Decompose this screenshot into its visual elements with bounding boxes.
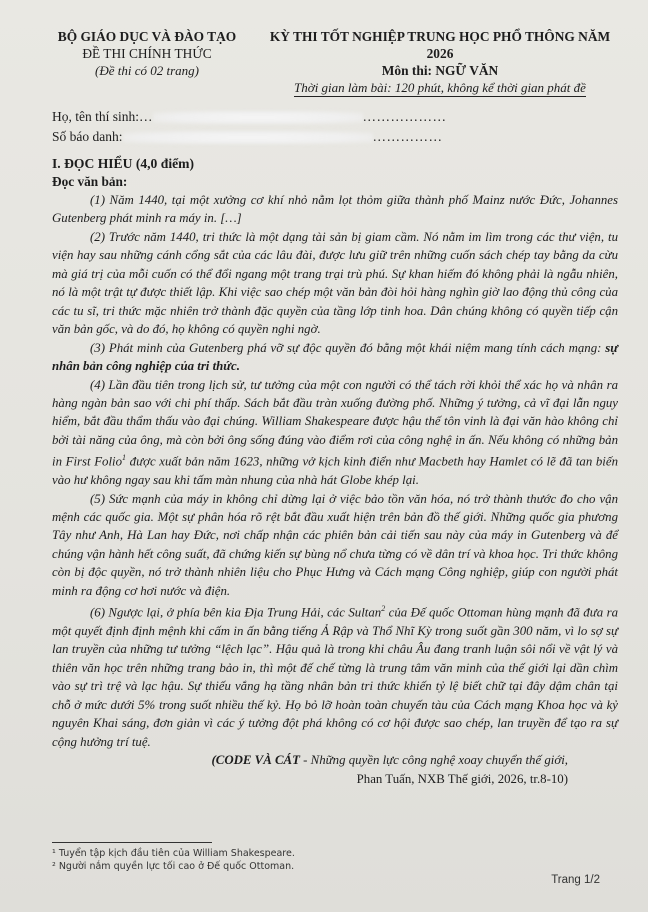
header-right bbox=[242, 28, 618, 97]
paragraph-3: (3) Phát minh của Gutenberg phá vỡ sự độc quyền đó bằng một khái niệm mang tính cách mạng: sự nhân bản công nghiệp của tri thức. bbox=[52, 340, 618, 374]
section-title: I. ĐỌC HIỂU (4,0 điểm) bbox=[52, 156, 194, 171]
exam-time: Thời gian làm bài: 120 phút, không kể thời gian phát đề bbox=[294, 80, 586, 95]
exam-kind: ĐỀ THI CHÍNH THỨC bbox=[82, 46, 212, 61]
candidate-name-line bbox=[52, 107, 618, 127]
redacted-id bbox=[123, 131, 373, 144]
header-left bbox=[52, 28, 242, 97]
candidate-name-dots: ……………… bbox=[362, 109, 447, 124]
footnote-ref-1: 1 bbox=[122, 453, 127, 463]
source-line-2: Phan Tuấn, NXB Thế giới, 2026, tr.8-10) bbox=[356, 771, 568, 786]
paragraph-1: (1) Năm 1440, tại một xưởng cơ khí nhỏ nằm lọt thỏm giữa thành phố Mainz nước Đức, Johannes Gutenberg phát minh ra máy in. […] bbox=[52, 193, 618, 226]
key-phrase: sự nhân bản công nghiệp của tri thức. bbox=[52, 340, 618, 374]
paragraph-4: (4) Lần đầu tiên trong lịch sử, tư tưởng của một con người có thể tách rời khỏi thể xác họ và nhân ra hàng ngàn bản sao với chi phí thấp. Sách bắt đầu tràn xuống đường phố. Những ý tưởng, cả vĩ đại lẫn nguy hiểm, bắt đầu thẩm thấu vào đại chúng. William Shakespeare được hậu thế tôn vinh là đại văn hào không chỉ bởi tài năng của ông, mà còn bởi ông sống đúng vào điểm rơi của công nghệ in ấn. Nếu không có những bản in First Folio$^1$ được xuất bản năm 1623, những vở kịch kinh điển như Macbeth hay Hamlet có lẽ đã tan biến vào hư không ngay sau khi tấm màn nhung của nhà hát Globe khép lại. bbox=[52, 377, 618, 488]
paragraph-6: (6) Ngược lại, ở phía bên kia Địa Trung Hải, các Sultan$^2$ của Đế quốc Ottoman hùng mạnh đã đưa ra một quyết định định mệnh khi cấm in ấn bằng tiếng Ả Rập và Thổ Nhĩ Kỳ trong suốt gần 300 năm, vì lo sợ sự lan truyền của những tư tưởng “lệch lạc”. Hậu quả là trong khi châu Âu đang tranh luận sôi nổi về vật lý và thiên văn học trên những trang bảo in, thì một đế chế từng là trung tâm văn minh của thế giới lại dần chìm vào sự trì trệ và lạc hậu. Sự thiếu vắng hạ tầng nhân bản tri thức khiến tỷ lệ biết chữ tại đây dậm chân tại chỗ ở mức dưới 5% trong suốt nhiều thế kỷ. Họ bỏ lỡ hoàn toàn chuyến tàu của Cách mạng Khoa học và kỷ nguyên Khai sáng, đơn giản vì các ý tưởng đột phá không có cơ hội được sao chép, lan truyền để tạo ra sự cộng hưởng trí tuệ. bbox=[52, 604, 618, 749]
source-book-title: (CODE VÀ CÁT bbox=[211, 753, 300, 768]
reading-passage bbox=[52, 191, 618, 751]
candidate-id-label: Số báo danh: bbox=[52, 129, 123, 144]
candidate-name-label: Họ, tên thí sinh:… bbox=[52, 109, 153, 124]
reading-label: Đọc văn bản: bbox=[52, 174, 128, 189]
footnote-ref-2: 2 bbox=[381, 604, 386, 614]
footnote-1: ¹ Tuyển tập kịch đầu tiên của William Shakespeare. bbox=[52, 848, 295, 859]
candidate-id-line bbox=[52, 127, 618, 147]
ministry-name: BỘ GIÁO DỤC VÀ ĐÀO TẠO bbox=[57, 29, 237, 44]
footnote-2: ² Người nắm quyền lực tối cao ở Đế quốc Ottoman. bbox=[52, 861, 295, 872]
paragraph-5: (5) Sức mạnh của máy in không chỉ dừng lại ở việc bảo tồn văn hóa, nó trở thành thước đo cho vận mệnh các quốc gia. Một sự phân hóa rõ rệt bắt đầu xuất hiện trên bản đồ thế giới. Những quốc gia phương Tây như Anh, Hà Lan hay Đức, nơi chấp nhận các phiên bản cải tiến sau này của máy in Gutenberg và để chúng vận hành hết công suất, đã chứng kiến sự bùng nổ chưa từng có về dân trí và khoa học. Tri thức không còn bị độc quyền, nó trở thành nhiên liệu cho Phục Hưng và Cách mạng Công nghiệp, giúp con người phát minh ra động cơ hơi nước và điện. bbox=[52, 491, 618, 598]
exam-subject: Môn thi: NGỮ VĂN bbox=[381, 63, 499, 78]
candidate-id-dots: …………… bbox=[372, 129, 443, 144]
candidate-info bbox=[52, 107, 618, 147]
page-count-note: (Đề thi có 02 trang) bbox=[95, 63, 199, 78]
source-citation bbox=[52, 751, 618, 788]
source-line-1: (CODE VÀ CÁT - Những quyền lực công nghệ xoay chuyển thế giới, bbox=[211, 753, 568, 768]
exam-title: KỲ THI TỐT NGHIỆP TRUNG HỌC PHỔ THÔNG NĂM 2026 bbox=[269, 29, 611, 61]
page-number: Trang 1/2 bbox=[551, 874, 600, 886]
paragraph-2: (2) Trước năm 1440, tri thức là một dạng tài sản bị giam cầm. Nó nằm im lìm trong các thư viện, tu viện hay sau những cánh cổng sắt của các lâu đài, được lưu giữ trên những cuốn sách chép tay bằng da cừu mà giá trị của mỗi cuốn có thể đổi ngang một trang trại trù phú. Sự khan hiếm đó không phải là ngẫu nhiên, nó là một trật tự được thiết lập. Khi việc sao chép một văn bản đòi hỏi hàng nghìn giờ lao động thủ công của các tu sĩ, tri thức mặc nhiên trở thành đặc quyền của tầng lớp tinh hoa. Dân chúng không có quyền tiếp cận văn bản gốc, và do đó, họ không có quyền nghi ngờ. bbox=[52, 229, 618, 337]
footnote-divider bbox=[52, 842, 212, 843]
exam-header bbox=[52, 28, 618, 97]
redacted-name bbox=[153, 111, 363, 124]
